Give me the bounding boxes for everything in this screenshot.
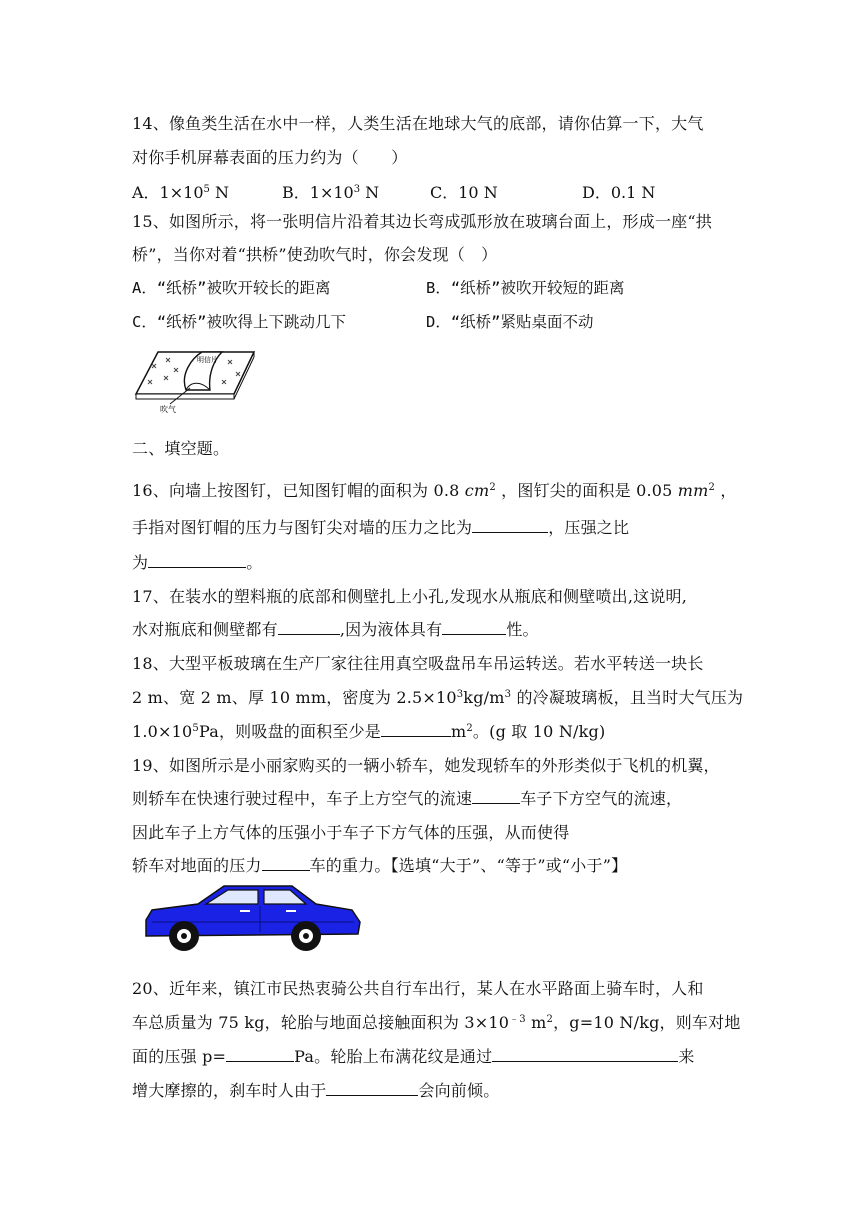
answer-blank[interactable]	[262, 853, 310, 871]
q20-line2: 车总质量为 75 kg，轮胎与地面总接触面积为 $3\times 10^{﹣3}$ $m^2$，g=10 N/kg，则车对地	[132, 1013, 741, 1032]
q14-option-a: A．$1\times 10^5$ N	[132, 183, 229, 202]
car-figure	[140, 880, 365, 952]
answer-blank[interactable]	[148, 550, 246, 568]
q19-line3: 因此车子上方气体的压强小于车子下方气体的压强，从而使得	[132, 823, 570, 842]
q16-line3: 为 。	[132, 550, 262, 573]
q18-line1: 18、大型平板玻璃在生产厂家往往用真空吸盘吊车吊运转送。若水平转送一块长	[132, 654, 704, 673]
answer-blank[interactable]	[226, 1044, 294, 1062]
q15-line2: 桥”，当你对着“拱桥”使劲吹气时，你会发现（ ）	[132, 245, 498, 264]
q18-line2: 2 m、宽 2 m、厚 10 mm，密度为 $2.5\times 10^3kg/m^3$ 的冷凝玻璃板，且当时大气压为	[132, 688, 744, 707]
answer-blank[interactable]	[442, 617, 506, 635]
answer-blank[interactable]	[381, 719, 451, 737]
q14-option-d: D．0.1 N	[582, 183, 656, 202]
answer-blank[interactable]	[472, 515, 548, 533]
q18-line3: $1.0\times 10^5Pa$，则吸盘的面积至少是 $m^2$。(g 取 10 N/kg)	[132, 719, 605, 742]
q15-line1: 15、如图所示，将一张明信片沿着其边长弯成弧形放在玻璃台面上，形成一座“拱	[132, 212, 712, 231]
paper-bridge-illustration	[130, 344, 260, 414]
q17-line1: 17、在装水的塑料瓶的底部和侧壁扎上小孔,发现水从瓶底和侧壁喷出,这说明,	[132, 587, 688, 606]
q15-option-b: B．“纸桥”被吹开较短的距离	[426, 279, 625, 297]
q14-option-b: B．$1\times 10^3$ N	[282, 183, 380, 202]
q19-line4: 轿车对地面的压力 车的重力。【选填“大于”、“等于”或“小于”】	[132, 853, 627, 876]
q15-option-c: C．“纸桥”被吹得上下跳动几下	[132, 313, 346, 331]
answer-blank[interactable]	[326, 1078, 418, 1096]
q20-line4: 增大摩擦的，刹车时人由于 会向前倾。	[132, 1078, 499, 1101]
q15-option-a: A．“纸桥”被吹开较长的距离	[132, 279, 331, 297]
answer-blank[interactable]	[492, 1044, 678, 1062]
q19-line1: 19、如图所示是小丽家购买的一辆小轿车，她发现轿车的外形类似于飞机的机翼，	[132, 756, 720, 775]
q20-line3: 面的压强 p= Pa。轮胎上布满花纹是通过 来	[132, 1044, 695, 1067]
section-heading: 二、填空题。	[132, 439, 230, 458]
card-label: 明信片	[197, 356, 218, 364]
q14-option-c: C．10 N	[430, 183, 498, 202]
q20-line1: 20、近年来，镇江市民热衷骑公共自行车出行，某人在水平路面上骑车时，人和	[132, 979, 704, 998]
car-illustration	[140, 880, 365, 952]
answer-blank[interactable]	[472, 786, 520, 804]
answer-blank[interactable]	[278, 617, 340, 635]
q15-option-d: D．“纸桥”紧贴桌面不动	[426, 313, 594, 331]
paper-bridge-figure	[130, 344, 260, 414]
q16-line1: 16、向墙上按图钉，已知图钉帽的面积为 0.8 $cm^2$ ，图钉尖的面积是 0.05 $mm^2$ ，	[132, 481, 737, 500]
q14-line2: 对你手机屏幕表面的压力约为（ ）	[132, 148, 408, 167]
q14-line1: 14、像鱼类生活在水中一样，人类生活在地球大气的底部，请你估算一下，大气	[132, 114, 704, 133]
q16-line2: 手指对图钉帽的压力与图钉尖对墙的压力之比为 ，压强之比	[132, 515, 629, 538]
q19-line2: 则轿车在快速行驶过程中，车子上方空气的流速 车子下方空气的流速，	[132, 786, 682, 809]
blow-label: 吹气	[160, 405, 176, 414]
q17-line2: 水对瓶底和侧壁都有 ,因为液体具有 性。	[132, 617, 539, 640]
